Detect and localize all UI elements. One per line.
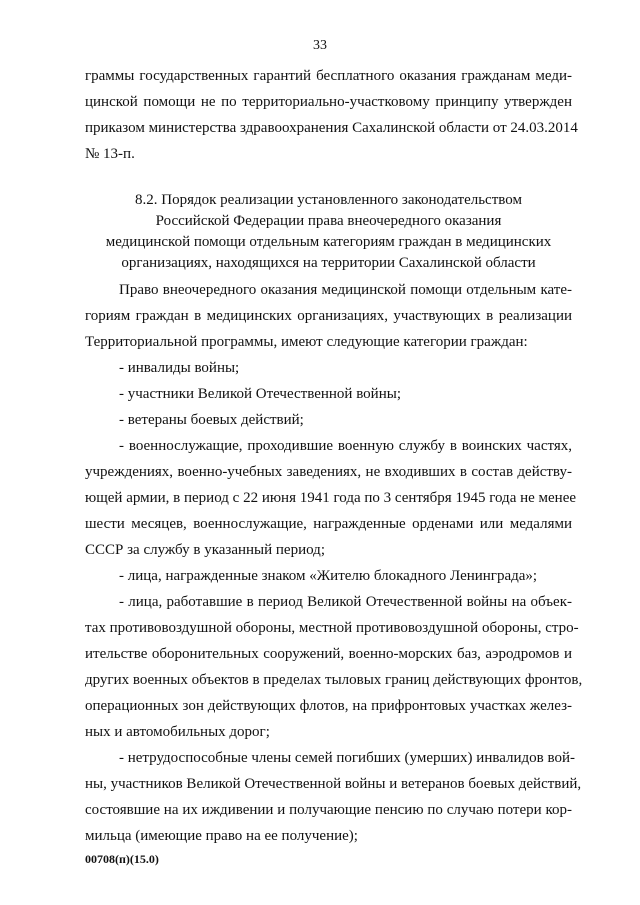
list-item <box>85 433 577 563</box>
list-item <box>85 355 572 381</box>
text-line: Право внеочередного оказания медицинской помощи отдельным кате- <box>119 282 572 298</box>
text-line: - нетрудоспособные члены семей погибших (умерших) инвалидов вой- <box>119 750 576 766</box>
text-line: - ветераны боевых действий; <box>119 412 304 428</box>
text-line: - участники Великой Отечественной войны; <box>119 386 401 402</box>
intro-paragraph <box>85 277 572 355</box>
text-line: шести месяцев, военнослужащие, награжденные орденами или медалями <box>85 516 572 532</box>
text-line: - лица, работавшие в период Великой Отечественной войны на объек- <box>119 594 572 610</box>
text-line: приказом министерства здравоохранения Сахалинской области от 24.03.2014 <box>85 120 578 136</box>
heading-line: медицинской помощи отдельным категориям граждан в медицинских <box>105 234 552 250</box>
list-item <box>85 563 572 589</box>
text-line: тах противовоздушной обороны, местной противовоздушной обороны, стро- <box>85 620 579 636</box>
list-item <box>85 589 583 745</box>
text-line: Территориальной программы, имеют следующие категории граждан: <box>85 334 528 350</box>
body-text <box>85 277 583 849</box>
heading-line: 8.2. Порядок реализации установленного законодательством <box>135 192 522 208</box>
list-item <box>85 407 572 433</box>
text-line: № 13-п. <box>85 146 135 162</box>
text-line: - лица, награжденные знаком «Жителю блокадного Ленинграда»; <box>119 568 538 584</box>
text-line: учреждениях, военно-учебных заведениях, не входивших в состав действу- <box>85 464 572 480</box>
heading-line: организациях, находящихся на территории Сахалинской области <box>121 255 536 271</box>
text-line: операционных зон действующих флотов, на прифронтовых участках желез- <box>85 698 572 714</box>
list-item <box>85 745 582 849</box>
top-paragraph <box>85 63 578 167</box>
page-number: 33 <box>313 38 327 53</box>
list-item <box>85 381 572 407</box>
text-line: мильца (имеющие право на ее получение); <box>85 828 358 844</box>
text-line: ны, участников Великой Отечественной войны и ветеранов боевых действий, <box>85 776 582 792</box>
heading-line: Российской Федерации права внеочередного оказания <box>155 213 502 229</box>
text-line: ных и автомобильных дорог; <box>85 724 270 740</box>
text-line: ющей армии, в период с 22 июня 1941 года по 3 сентября 1945 года не менее <box>85 490 577 506</box>
text-line: гориям граждан в медицинских организациях, участвующих в реализации <box>85 308 572 324</box>
section-heading <box>85 190 572 274</box>
text-line: - военнослужащие, проходившие военную службу в воинских частях, <box>119 438 572 454</box>
text-line: состоявшие на их иждивении и получающие пенсию по случаю потери кор- <box>85 802 572 818</box>
text-line: граммы государственных гарантий бесплатного оказания гражданам меди- <box>85 68 572 84</box>
text-line: ительстве оборонительных сооружений, военно-морских баз, аэродромов и <box>85 646 572 662</box>
text-line: других военных объектов в пределах тыловых границ действующих фронтов, <box>85 672 583 688</box>
text-line: СССР за службу в указанный период; <box>85 542 325 558</box>
document-code: 00708(п)(15.0) <box>85 852 159 866</box>
text-line: цинской помощи не по территориально-участковому принципу утвержден <box>85 94 572 110</box>
text-line: - инвалиды войны; <box>119 360 240 376</box>
